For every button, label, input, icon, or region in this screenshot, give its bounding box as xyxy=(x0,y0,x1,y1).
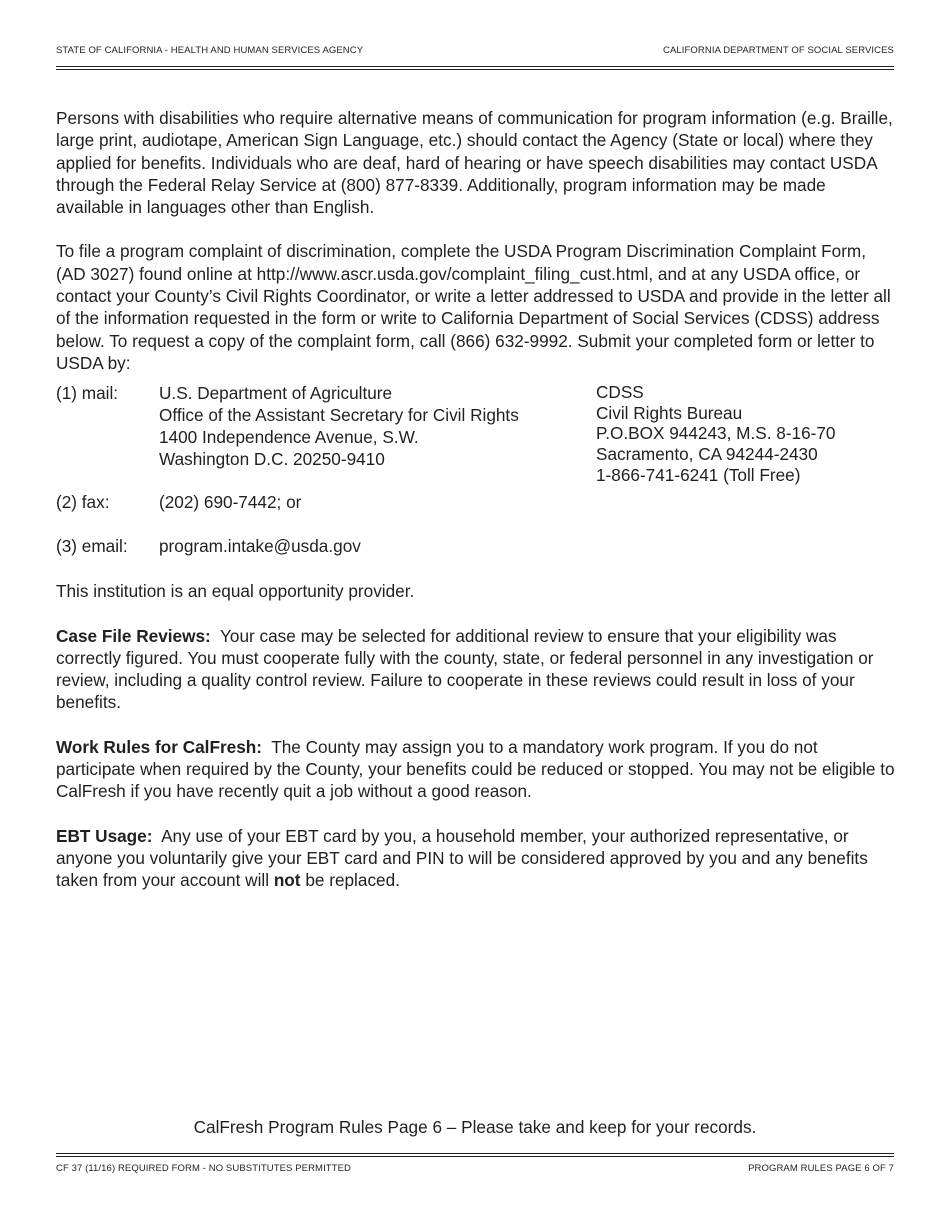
header-rule-bottom xyxy=(56,69,894,70)
usda-address-line: 1400 Independence Avenue, S.W. xyxy=(159,427,419,448)
case-file-section xyxy=(56,625,896,714)
footer-rule-top xyxy=(56,1153,894,1154)
cdss-address-line: Civil Rights Bureau xyxy=(596,402,743,423)
email-contact xyxy=(56,535,896,557)
email-address: program.intake@usda.gov xyxy=(159,536,361,557)
ebt-heading: EBT Usage: xyxy=(56,825,153,846)
fax-contact xyxy=(56,491,896,513)
complaint-paragraph: To file a program complaint of discrimination, complete the USDA Program Discrimination Complaint Form, (AD 3027) found online at http://www.ascr.usda.gov/complaint_filing_cust.html, and at any USDA office, or contact your County’s Civil Rights Coordinator, or write a letter addressed to USDA and provide in the letter all of the information requested in the form or write to California Department of Social Services (CDSS) address below. To request a copy of the complaint form, call (866) 632-9992. Submit your completed form or letter to USDA by: xyxy=(56,241,891,373)
case-file-heading: Case File Reviews: xyxy=(56,625,211,646)
case-file-text: Your case may be selected for additional review to ensure that your eligibility was correctly figured. You must cooperate fully with the county, state, or federal personnel in any investigation or review, including a quality control review. Failure to cooperate in these reviews could result in loss of your benefits. xyxy=(56,625,874,713)
footer-rule-bottom xyxy=(56,1156,894,1157)
cdss-address-line: CDSS xyxy=(596,382,644,403)
email-label: (3) email: xyxy=(56,536,128,557)
equal-opportunity-statement: This institution is an equal opportunity provider. xyxy=(56,581,415,602)
usda-address-line: U.S. Department of Agriculture xyxy=(159,383,393,404)
footer-form-id: CF 37 (11/16) REQUIRED FORM - NO SUBSTITUTES PERMITTED xyxy=(56,1163,352,1174)
ebt-text: Any use of your EBT card by you, a household member, your authorized representative, or anyone you voluntarily give your EBT card and PIN to will be considered approved by you and any benefits taken from your account will xyxy=(56,825,868,891)
cdss-address xyxy=(596,382,836,485)
cdss-address-line: Sacramento, CA 94244-2430 xyxy=(596,444,818,465)
fax-number: (202) 690-7442; or xyxy=(159,492,302,513)
cdss-address-line: 1-866-741-6241 (Toll Free) xyxy=(596,464,801,485)
footer-page-number: PROGRAM RULES PAGE 6 OF 7 xyxy=(748,1163,894,1174)
work-rules-text: The County may assign you to a mandatory work program. If you do not participate when required by the County, your benefits could be reduced or stopped. You may not be eligible to CalFresh if you have recently quit a job without a good reason. xyxy=(56,736,895,802)
work-rules-section xyxy=(56,736,896,803)
work-rules-heading: Work Rules for CalFresh: xyxy=(56,736,262,757)
usda-address-line: Office of the Assistant Secretary for Civil Rights xyxy=(159,405,519,426)
mail-contact-block xyxy=(56,382,896,491)
ebt-section xyxy=(56,825,896,892)
document-body xyxy=(56,107,896,892)
fax-label: (2) fax: xyxy=(56,492,110,513)
accessibility-paragraph: Persons with disabilities who require alternative means of communication for program information (e.g. Braille, large print, audiotape, American Sign Language, etc.) should contact the Agency (State or local) where they applied for benefits. Individuals who are deaf, hard of hearing or have speech disabilities may contact USDA through the Federal Relay Service at (800) 877-8339. Additionally, program information may be made available in languages other than English. xyxy=(56,108,893,218)
cdss-address-line: P.O.BOX 944243, M.S. 8-16-70 xyxy=(596,423,836,444)
usda-address-line: Washington D.C. 20250-9410 xyxy=(159,449,385,470)
mail-label: (1) mail: xyxy=(56,383,119,404)
closing-note: CalFresh Program Rules Page 6 – Please take and keep for your records. xyxy=(193,1117,757,1137)
ebt-text-end: be replaced. xyxy=(305,870,400,891)
usda-address xyxy=(159,382,519,470)
header-rule-top xyxy=(56,66,894,67)
header-department: CALIFORNIA DEPARTMENT OF SOCIAL SERVICES xyxy=(663,45,894,56)
header-agency: STATE OF CALIFORNIA - HEALTH AND HUMAN SERVICES AGENCY xyxy=(56,45,364,56)
ebt-emphasis: not xyxy=(273,870,301,891)
